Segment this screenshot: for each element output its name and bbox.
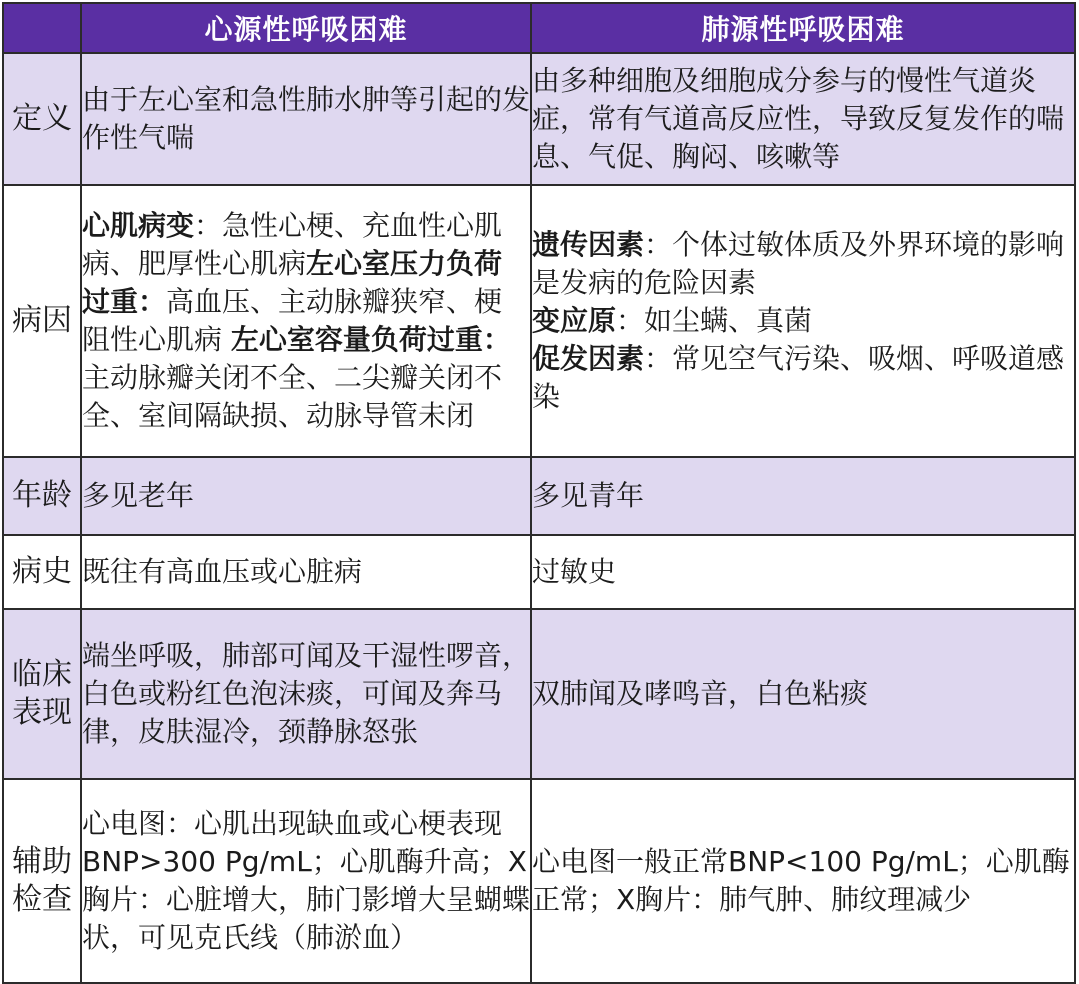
cell-age-pulmonary: 多见青年 (531, 457, 1075, 535)
cell-age-cardiac: 多见老年 (81, 457, 531, 535)
cell-exam-pulmonary: 心电图一般正常BNP<100 Pg/mL；心肌酶正常；X胸片：肺气肿、肺纹理减少 (531, 779, 1075, 983)
term-trigger: 促发因素 (532, 342, 645, 375)
term-pressure-overload: 左心室压力负荷过重： (82, 247, 503, 318)
term-volume-overload: 左心室容量负荷过重： (230, 323, 511, 356)
row-label-clinical: 临床表现 (3, 609, 81, 779)
cell-clinical-cardiac: 端坐呼吸，肺部可闻及干湿性啰音，白色或粉红色泡沫痰，可闻及奔马律，皮肤湿冷，颈静脉怒张 (81, 609, 531, 779)
row-age (3, 457, 1075, 535)
term-allergen: 变应原 (532, 304, 617, 337)
cell-history-cardiac: 既往有高血压或心脏病 (81, 535, 531, 609)
cell-definition-pulmonary: 由多种细胞及细胞成分参与的慢性气道炎症，常有气道高反应性，导致反复发作的喘息、气促、胸闷、咳嗽等 (531, 53, 1075, 185)
cell-exam-cardiac: 心电图：心肌出现缺血或心梗表现BNP>300 Pg/mL；心肌酶升高；X胸片：心脏增大，肺门影增大呈蝴蝶状，可见克氏线（肺淤血） (81, 779, 531, 983)
cell-definition-cardiac: 由于左心室和急性肺水肿等引起的发作性气喘 (81, 53, 531, 185)
header-corner-cell (3, 3, 81, 53)
cell-etiology-pulmonary (531, 185, 1075, 457)
header-row (3, 3, 1075, 53)
row-label-age: 年龄 (3, 457, 81, 535)
desc-trigger: ：常见空气污染、吸烟、呼吸道感染 (532, 342, 1065, 413)
term-myocardial-disease: 心肌病变 (82, 209, 195, 242)
desc-volume-overload: 主动脉瓣关闭不全、二尖瓣关闭不全、室间隔缺损、动脉导管未闭 (82, 361, 503, 432)
header-cardiac: 心源性呼吸困难 (81, 3, 531, 53)
row-definition (3, 53, 1075, 185)
term-genetic: 遗传因素 (532, 228, 645, 261)
line-allergen (532, 302, 1074, 340)
row-label-definition: 定义 (3, 53, 81, 185)
row-exam (3, 779, 1075, 983)
row-clinical (3, 609, 1075, 779)
cell-etiology-cardiac (81, 185, 531, 457)
cell-clinical-pulmonary: 双肺闻及哮鸣音，白色粘痰 (531, 609, 1075, 779)
desc-myocardial-disease: ：急性心梗、充血性心肌病、肥厚性心肌病 (82, 209, 503, 280)
desc-pressure-overload: 高血压、主动脉瓣狭窄、梗阻性心肌病 (82, 285, 503, 356)
row-label-exam: 辅助检查 (3, 779, 81, 983)
row-label-etiology: 病因 (3, 185, 81, 457)
header-pulmonary: 肺源性呼吸困难 (531, 3, 1075, 53)
desc-allergen: ：如尘螨、真菌 (616, 304, 813, 337)
line-trigger (532, 340, 1074, 416)
row-history (3, 535, 1075, 609)
comparison-table (2, 2, 1076, 984)
cell-history-pulmonary: 过敏史 (531, 535, 1075, 609)
row-etiology (3, 185, 1075, 457)
row-label-history: 病史 (3, 535, 81, 609)
line-genetic (532, 226, 1074, 302)
desc-genetic: ：个体过敏体质及外界环境的影响是发病的危险因素 (532, 228, 1065, 299)
